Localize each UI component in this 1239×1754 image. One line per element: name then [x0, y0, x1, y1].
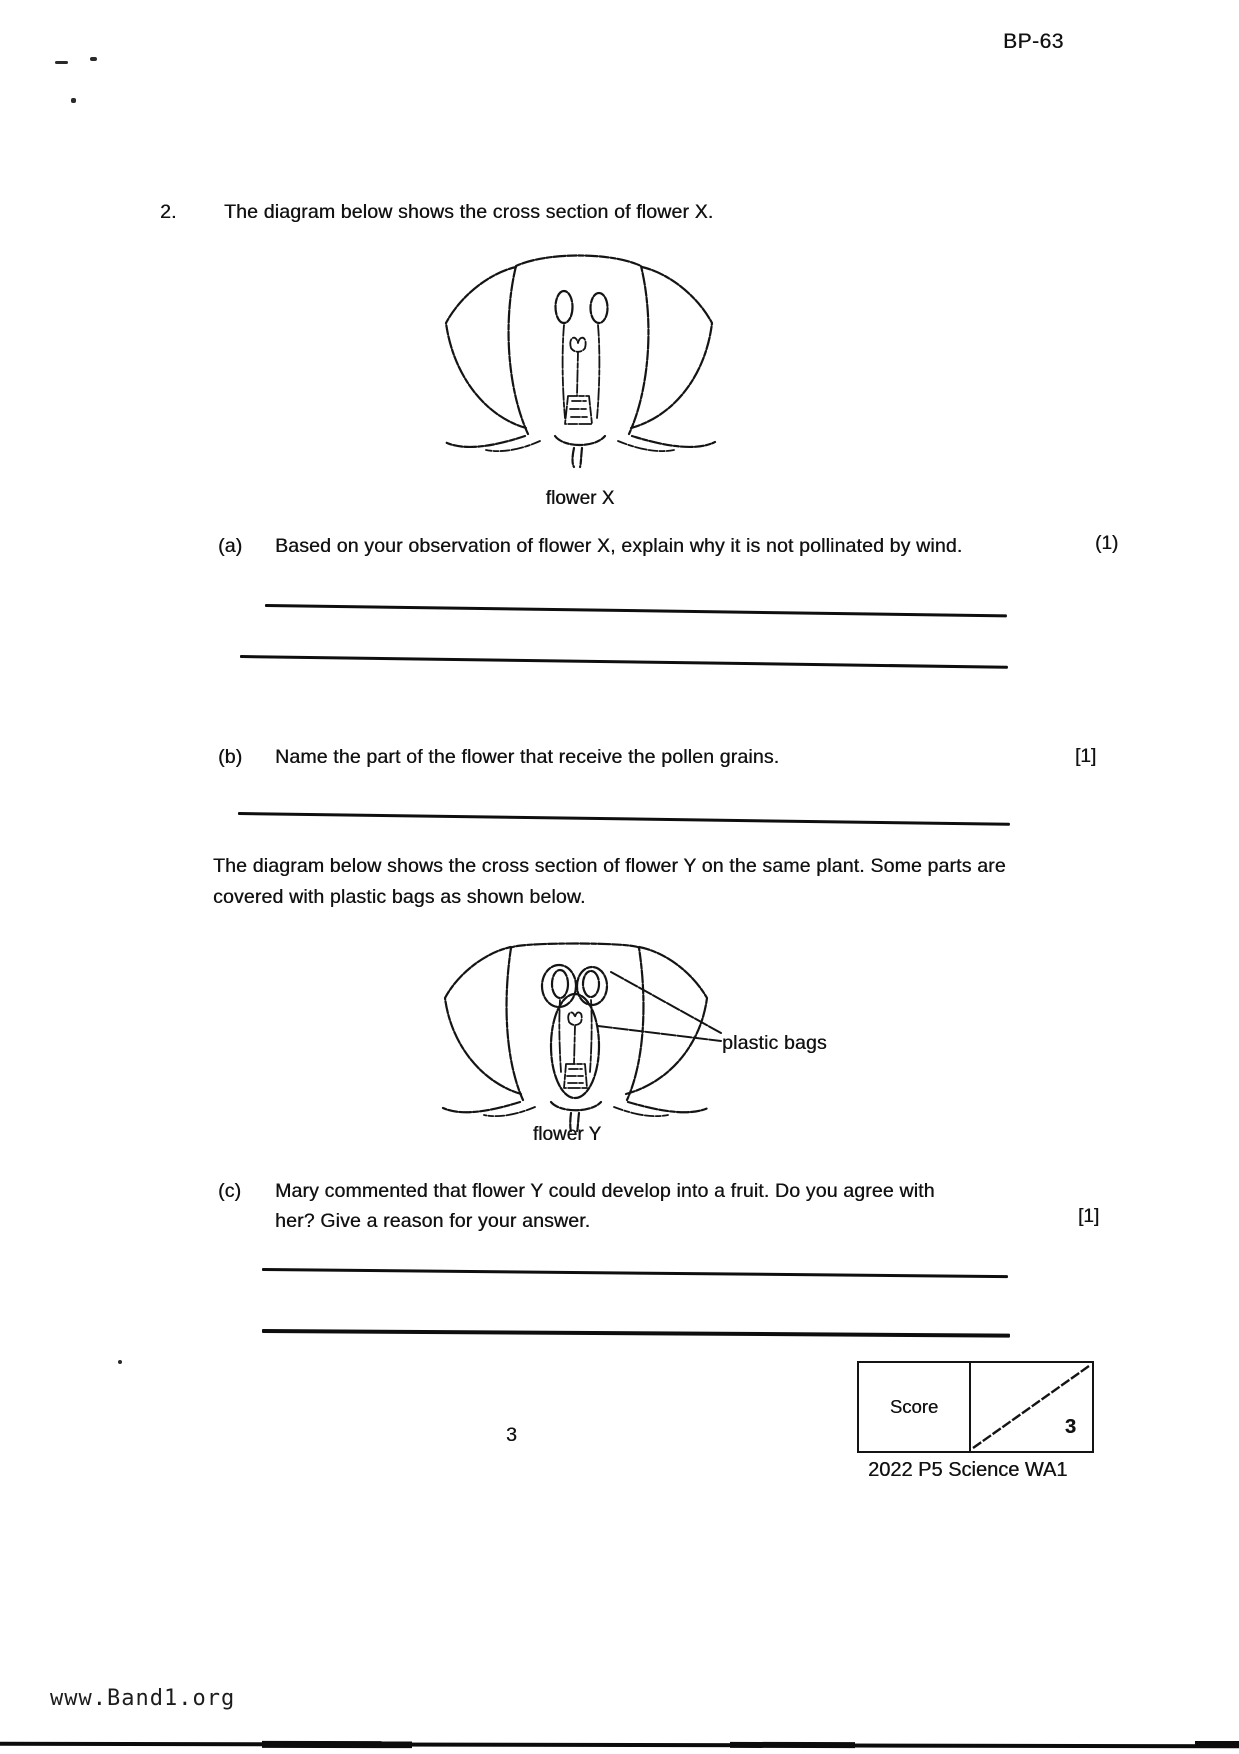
answer-line: [265, 604, 1007, 617]
score-label: Score: [859, 1363, 971, 1451]
part-c-text: Mary commented that flower Y could develop into a fruit. Do you agree with her? Give a reason for your answer.: [275, 1180, 935, 1232]
question-intro-flower-y: The diagram below shows the cross section of flower Y on the same plant. Some parts are covered with plastic bags as shown below.: [213, 855, 1006, 908]
answer-line: [238, 812, 1010, 826]
plastic-bags-label: plastic bags: [722, 1032, 827, 1054]
answer-line: [240, 655, 1008, 668]
part-b-id: (b): [218, 746, 243, 768]
pointer-line: [611, 972, 721, 1033]
plastic-bag-outline: [542, 965, 576, 1007]
page-number: 3: [506, 1424, 517, 1446]
pointer-line: [598, 1026, 721, 1041]
part-a-marks: (1): [1095, 533, 1119, 554]
score-total: 3: [1064, 1416, 1076, 1438]
part-c-id: (c): [218, 1180, 242, 1202]
scan-speck: [90, 57, 97, 61]
scan-speck: [118, 1360, 122, 1364]
part-b-marks: [1]: [1075, 746, 1097, 767]
scan-speck: [55, 61, 68, 64]
flower-y-diagram: [425, 912, 895, 1134]
bottom-scan-bar: [1195, 1741, 1239, 1748]
flower-x-diagram: [428, 226, 728, 471]
flower-x-caption: flower X: [545, 488, 615, 509]
answer-line: [262, 1268, 1008, 1278]
plastic-bag-outline: [577, 967, 607, 1005]
footer-site-url: www.Band1.org: [50, 1686, 236, 1711]
question-number: 2.: [160, 201, 177, 223]
question-intro-flower-x: The diagram below shows the cross section of flower X.: [224, 201, 714, 223]
answer-line: [262, 1329, 1010, 1337]
flower-y-caption: flower Y: [532, 1124, 602, 1145]
scan-speck: [71, 98, 76, 103]
score-cell: [971, 1363, 1092, 1451]
part-c-marks: [1]: [1078, 1206, 1100, 1227]
part-b-text: Name the part of the flower that receive the pollen grains.: [275, 746, 780, 768]
paper-caption: 2022 P5 Science WA1: [868, 1459, 1068, 1481]
bottom-scan-bar: [0, 1742, 1239, 1749]
part-a-text: Based on your observation of flower X, explain why it is not pollinated by wind.: [275, 535, 963, 557]
bottom-scan-bar: [730, 1742, 855, 1748]
part-a-id: (a): [218, 535, 243, 557]
bottom-scan-bar: [262, 1741, 412, 1748]
score-box: [857, 1361, 1094, 1453]
page-header-code: BP-63: [1003, 30, 1064, 53]
